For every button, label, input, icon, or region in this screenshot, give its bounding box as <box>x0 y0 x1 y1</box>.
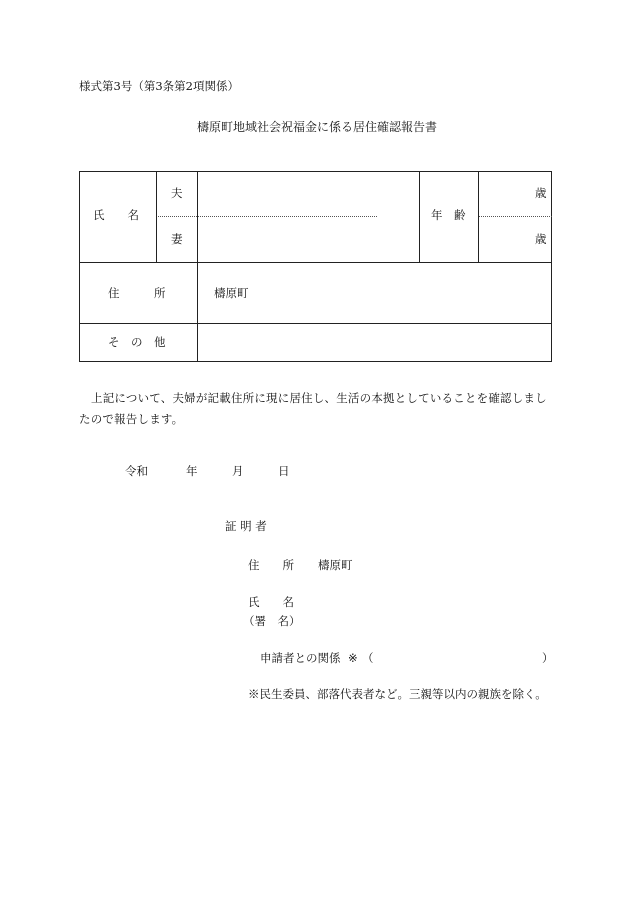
wife-name-field[interactable] <box>198 218 418 261</box>
date-era: 令和 <box>125 464 148 478</box>
certifier-address-label: 住 所 <box>248 558 294 572</box>
name-label: 氏 名 <box>93 208 139 222</box>
relation-close-paren: ） <box>542 651 554 665</box>
husband-name-field[interactable] <box>198 173 418 215</box>
wife-age-unit[interactable]: 歳 <box>535 232 547 246</box>
certifier-heading: 証 明 者 <box>225 519 267 533</box>
certifier-address-value[interactable]: 檮原町 <box>318 558 353 572</box>
statement-paragraph: 上記について、夫婦が記載住所に現に居住し、生活の本拠としていることを確認しましたので報告します。 <box>79 391 547 426</box>
husband-age-unit[interactable]: 歳 <box>535 186 547 200</box>
age-row-divider <box>478 216 552 217</box>
address-value[interactable]: 檮原町 <box>214 286 249 300</box>
age-label-right-divider <box>478 172 479 262</box>
date-month-unit: 月 <box>232 464 244 478</box>
relation-mark: ※ <box>348 651 358 665</box>
form-number: 様式第3号（第3条第2項関係） <box>79 79 239 93</box>
name-row-bottom-border <box>80 262 552 263</box>
husband-label: 夫 <box>171 186 183 200</box>
certifier-name-label: 氏 名 <box>248 595 294 609</box>
wife-label: 妻 <box>171 232 183 246</box>
spouse-row-divider <box>156 216 377 217</box>
other-value-field[interactable] <box>214 337 544 351</box>
age-label: 年 齢 <box>431 208 466 222</box>
relation-field[interactable] <box>378 650 540 666</box>
address-row-bottom-border <box>80 323 552 324</box>
date-day-unit: 日 <box>278 464 290 478</box>
address-label: 住 所 <box>108 286 166 300</box>
signature-note: （署 名） <box>243 614 301 628</box>
report-form-table <box>79 171 552 362</box>
relation-label: 申請者との関係 <box>260 651 341 665</box>
page-title: 檮原町地域社会祝福金に係る居住確認報告書 <box>197 120 438 134</box>
other-label: そ の 他 <box>108 335 166 349</box>
relation-open-paren: （ <box>362 651 374 665</box>
date-year-unit: 年 <box>186 464 198 478</box>
age-label-left-divider <box>419 172 420 262</box>
relation-footnote: ※民生委員、部落代表者など。三親等以内の親族を除く。 <box>248 687 547 701</box>
name-label-divider <box>156 172 157 262</box>
